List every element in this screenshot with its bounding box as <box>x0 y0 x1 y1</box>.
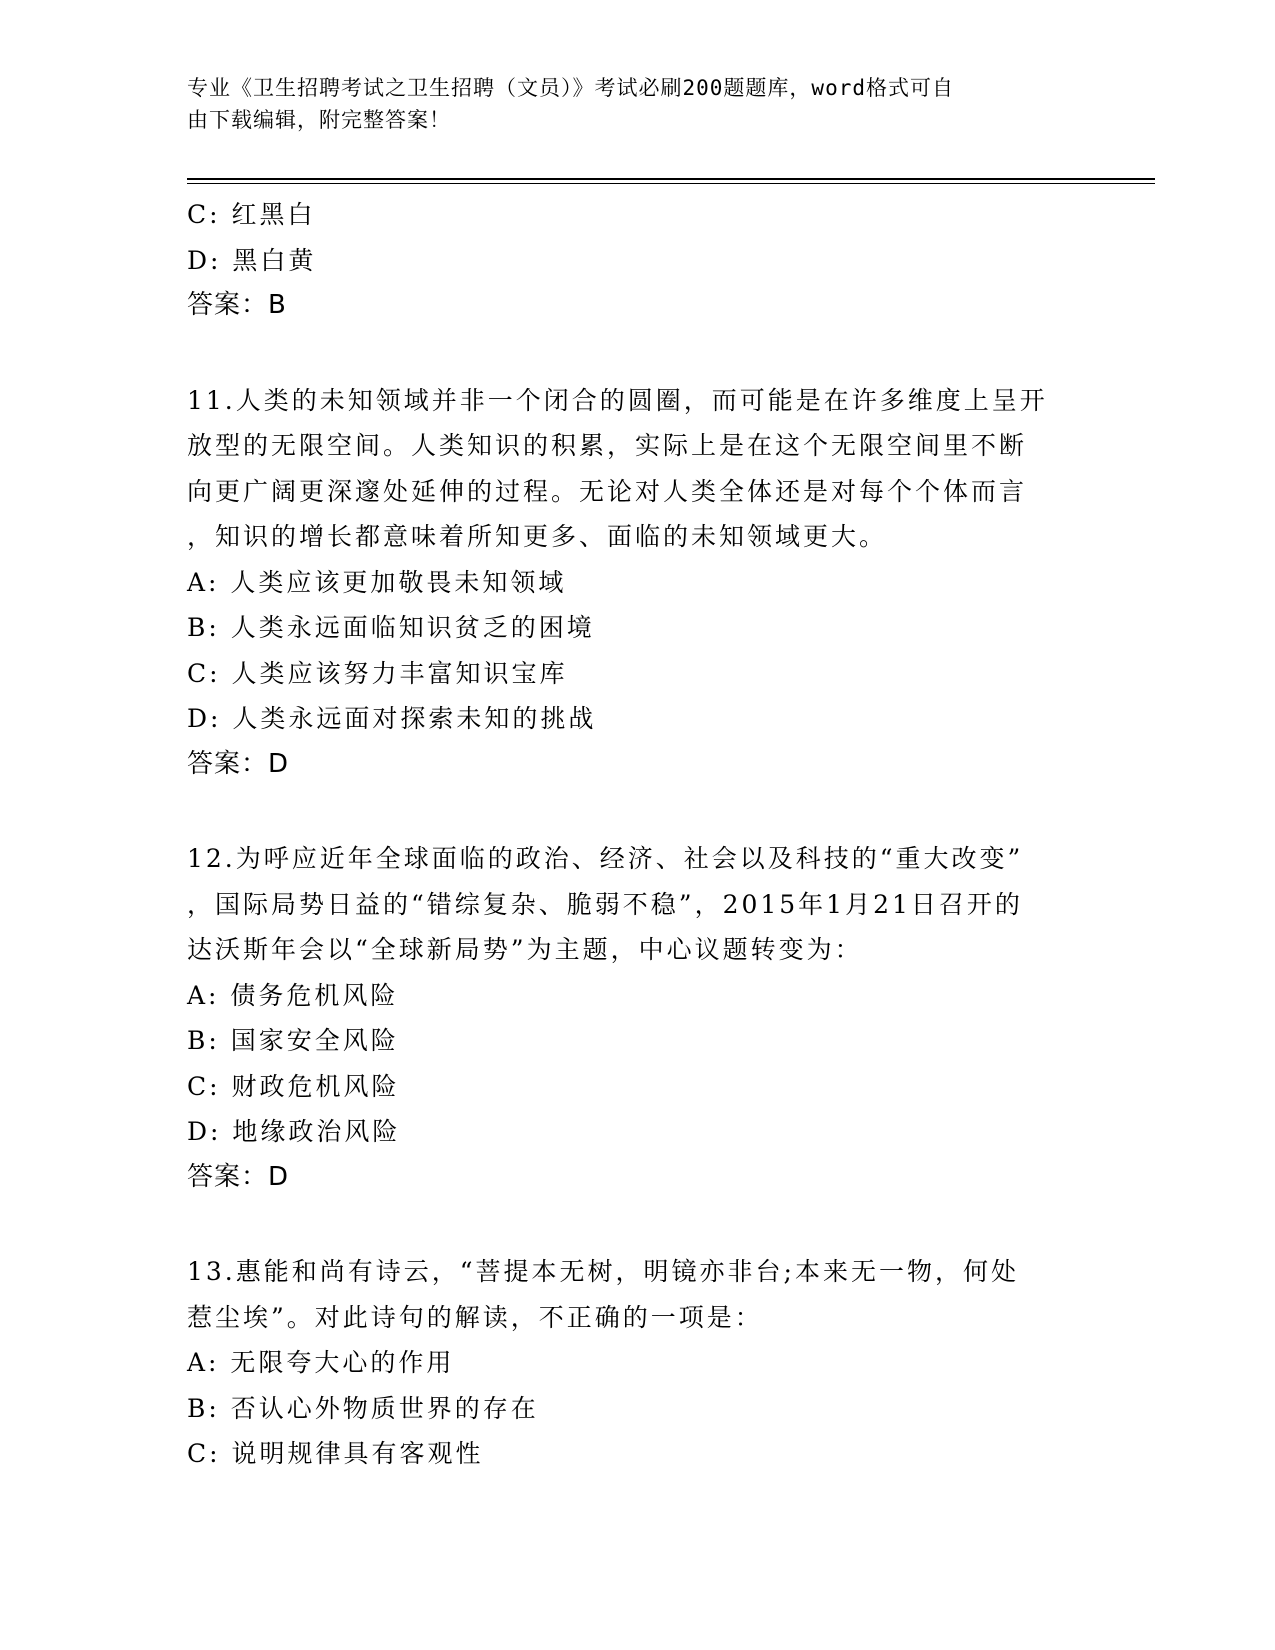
question-stem-line: 12.为呼应近年全球面临的政治、经济、社会以及科技的“重大改变” <box>187 844 1024 873</box>
question-stem-line: 11.人类的未知领域并非一个闭合的圆圈，而可能是在许多维度上呈开 <box>187 385 1048 415</box>
option-b: B: 国家安全风险 <box>187 1026 399 1055</box>
question-12 <box>187 836 1087 1200</box>
header-line-1: 专业《卫生招聘考试之卫生招聘（文员）》考试必刷200题题库，word格式可自 <box>187 76 954 100</box>
question-13 <box>187 1249 1087 1477</box>
header-divider-thick <box>187 178 1155 180</box>
option-d: D: 人类永远面对探索未知的挑战 <box>187 704 597 733</box>
question-11 <box>187 378 1087 788</box>
option-c: C: 人类应该努力丰富知识宝库 <box>187 658 568 688</box>
option-c: C: 红黑白 <box>187 200 316 229</box>
question-stem-line: ，知识的增长都意味着所知更多、面临的未知领域更大。 <box>187 522 888 551</box>
question-stem-line: 放型的无限空间。人类知识的积累，实际上是在这个无限空间里不断 <box>187 431 1028 460</box>
option-d: D: 黑白黄 <box>187 245 317 275</box>
question-stem-line: 向更广阔更深邃处延伸的过程。无论对人类全体还是对每个个体而言 <box>187 476 1028 506</box>
answer-line: 答案：D <box>187 748 290 779</box>
option-b: B: 否认心外物质世界的存在 <box>187 1393 539 1423</box>
document-header <box>187 72 1087 136</box>
question-stem-line: 达沃斯年会以“全球新局势”为主题，中心议题转变为： <box>187 935 863 964</box>
option-c: C: 财政危机风险 <box>187 1071 400 1101</box>
question-10-tail <box>187 192 1087 329</box>
header-divider-thin <box>187 183 1155 184</box>
question-stem-line: ，国际局势日益的“错综复杂、脆弱不稳”，2015年1月21日召开的 <box>187 889 1023 919</box>
option-b: B: 人类永远面临知识贫乏的困境 <box>187 613 595 642</box>
header-line-2: 由下载编辑，附完整答案！ <box>187 108 451 132</box>
option-d: D: 地缘政治风险 <box>187 1117 401 1146</box>
answer-line: 答案：B <box>187 290 287 320</box>
question-content <box>187 192 1087 1477</box>
question-stem-line: 13.惠能和尚有诗云，“菩提本无树，明镜亦非台;本来无一物，何处 <box>187 1257 1019 1286</box>
option-a: A: 无限夸大心的作用 <box>187 1348 455 1377</box>
option-c: C: 说明规律具有客观性 <box>187 1439 484 1468</box>
option-a: A: 人类应该更加敬畏未知领域 <box>187 567 567 597</box>
option-a: A: 债务危机风险 <box>187 980 399 1010</box>
question-stem-line: 惹尘埃”。对此诗句的解读，不正确的一项是： <box>187 1302 763 1332</box>
answer-line: 答案：D <box>187 1161 290 1192</box>
